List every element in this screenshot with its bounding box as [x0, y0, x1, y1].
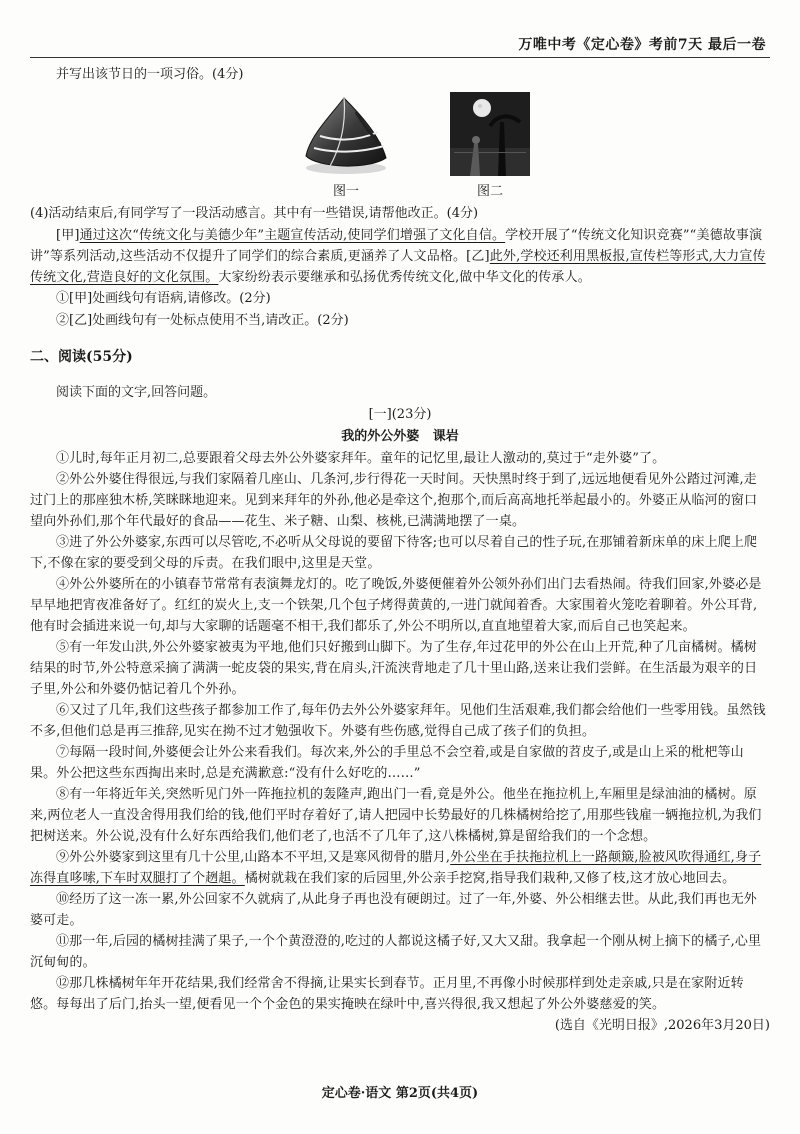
part-label: [一](23分): [368, 407, 432, 422]
q4-prompt: (4)活动结束后,有同学写了一段活动感言。其中有一些错误,请帮他改正。(4分): [30, 206, 479, 221]
paragraph-9-underlined: 外公坐在手扶拖拉机上一路颠簸,脸被风吹得通红,身子冻得直哆嗦,下车时双腿打了个趔趄。: [30, 850, 762, 886]
section-title: 二、阅读(55分): [30, 349, 133, 365]
paragraph-1: ①儿时,每年正月初二,总要跟着父母去外公外婆家拜年。童年的记忆里,最让人激动的,莫过于“走外婆”了。: [56, 451, 666, 466]
source-note: (选自《光明日报》,2026年3月20日): [554, 1018, 770, 1033]
paragraph-6: ⑥又过了几年,我们这些孩子都参加工作了,每年仍去外公外婆家拜年。见他们生活艰难,我们都会给他们一些零用钱。虽然钱不多,但他们总是再三推辞,见实在拗不过才勉强收下。外婆有些伤感,觉得自己成了孩子们的负担。: [30, 703, 766, 739]
paragraph-3: ③进了外公外婆家,东西可以尽管吃,不必听从父母说的要留下待客;也可以尽着自己的性子玩,在那铺着新床单的床上爬上爬下,不像在家的要受到父母的斥责。在我们眼中,这里是天堂。: [30, 535, 758, 571]
paragraph-9: [30, 847, 770, 889]
page-header: 万唯中考《定心卷》考前7天 最后一卷: [518, 37, 766, 53]
zongzi-image: [300, 92, 392, 176]
figure-1-caption: 图一: [332, 184, 359, 199]
q4-sub2: ②[乙]处画线句有一处标点使用不当,请改正。(2分): [56, 313, 349, 328]
mark-b: [乙]: [466, 249, 490, 264]
moon-night-image: [450, 92, 530, 176]
article-title: 我的外公外婆: [341, 429, 420, 444]
paragraph-12: ⑫那几株橘树年年开花结果,我们经常舍不得摘,让果实长到春节。正月里,不再像小时候那样到处走亲戚,只是在家附近转悠。每每出了后门,抬头一望,便看见一个个金色的果实掩映在绿叶中,喜兴得很,我又想起了外公外婆慈爱的笑。: [30, 976, 744, 1012]
sentence-d: 大家纷纷表示要继承和弘扬优秀传统文化,做中华文化的传承人。: [218, 270, 591, 285]
article-heading: [30, 426, 770, 448]
reading-instruction: 阅读下面的文字,回答问题。: [56, 385, 217, 400]
figure-2: [450, 92, 530, 199]
figure-2-caption: 图二: [476, 184, 503, 199]
paragraph-7: ⑦每隔一段时间,外婆便会让外公来看我们。每次来,外公的手里总不会空着,或是自家做的苕皮子,或是山上采的枇杷等山果。外公把这些东西掏出来时,总是充满歉意:“没有什么好吃的……”: [30, 745, 744, 781]
q3-tail: 并写出该节日的一项习俗。(4分): [56, 67, 244, 82]
header-rule: [30, 57, 770, 58]
paragraph-5: ⑤有一年发山洪,外公外婆家被夷为平地,他们只好搬到山脚下。为了生存,年过花甲的外公在山上开荒,种了几亩橘树。橘树结果的时节,外公特意采摘了满满一蛇皮袋的果实,背在肩头,汗流浃背地走了几十里山路,送来让我们尝鲜。在生活最为艰辛的日子里,外公和外婆仍惦记着几个外孙。: [30, 640, 758, 697]
paragraph-8: ⑧有一年将近年关,突然听见门外一阵拖拉机的轰隆声,跑出门一看,竟是外公。他坐在拖拉机上,车厢里是绿油油的橘树。原来,两位老人一直没舍得用我们给的钱,他们平时存着好了,请人把园中长势最好的几株橘树给挖了,用那些钱雇一辆拖拉机,为我们把树送来。外公说,没有什么好东西给我们,他们老了,也活不了几年了,这八株橘树,算是留给我们的一个念想。: [30, 787, 762, 844]
paragraph-11: ⑪那一年,后园的橘树挂满了果子,一个个黄澄澄的,吃过的人都说这橘子好,又大又甜。我拿起一个刚从树上摘下的橘子,心里沉甸甸的。: [30, 934, 762, 970]
q4-passage: [30, 225, 770, 288]
paragraph-9-a: ⑨外公外婆家到这里有几十公里,山路本不平坦,又是寒风彻骨的腊月,: [56, 850, 451, 865]
mark-a: [甲]: [56, 228, 80, 243]
figures: [60, 92, 770, 199]
figure-1: [300, 92, 392, 199]
sentence-a: 通过这次“传统文化与美德少年”主题宣传活动,使同学们增强了文化自信。: [79, 228, 506, 243]
sentence-b: 学校开展了“传统文化知识竞赛”“美德故事演讲”等系列活动,这些活动不仅提升了同学们的综合素质,更涵养了人文品格。: [30, 228, 763, 264]
page-footer: 定心卷·语文 第2页(共4页): [321, 1086, 479, 1101]
article-author: 课岩: [432, 429, 459, 444]
sentence-c: 此外,学校还利用黑板报,宣传栏等形式,大力宣传传统文化,营造良好的文化氛围。: [30, 249, 766, 285]
paragraph-10: ⑩经历了这一冻一累,外公回家不久就病了,从此身子再也没有硬朗过。过了一年,外婆、外公相继去世。从此,我们再也无外婆可走。: [30, 892, 757, 928]
paragraph-4: ④外公外婆所在的小镇春节常常有表演舞龙灯的。吃了晚饭,外婆便催着外公领外孙们出门去看热闹。待我们回家,外婆必是早早地把宵夜准备好了。红红的炭火上,支一个铁架,几个包子烤得黄黄的,一进门就闻着香。大家围着火笼吃着聊着。外公耳背,他有时会插进来说一句,却与大家聊的话题毫不相干,我们都乐了,外公不明所以,直直地望着大家,而后自己也笑起来。: [30, 577, 762, 634]
paragraph-9-b: 橘树就栽在我们家的后园里,外公亲手挖窝,指导我们栽种,又修了枝,这才放心地回去。: [244, 871, 736, 886]
q4-sub1: ①[甲]处画线句有语病,请修改。(2分): [56, 291, 271, 306]
paragraph-2: ②外公外婆住得很远,与我们家隔着几座山、几条河,步行得花一天时间。天快黑时终于到了,远远地便看见外公踏过河滩,走过门上的那座独木桥,笑眯眯地迎来。见到来拜年的外孙,他必是牵这个,抱那个,而后高高地托举起最小的。外婆正从临河的窗口望向外孙们,那个年代最好的食品——花生、米子糖、山梨、核桃,已满满地摆了一桌。: [30, 472, 758, 529]
page-content: [30, 64, 770, 1037]
